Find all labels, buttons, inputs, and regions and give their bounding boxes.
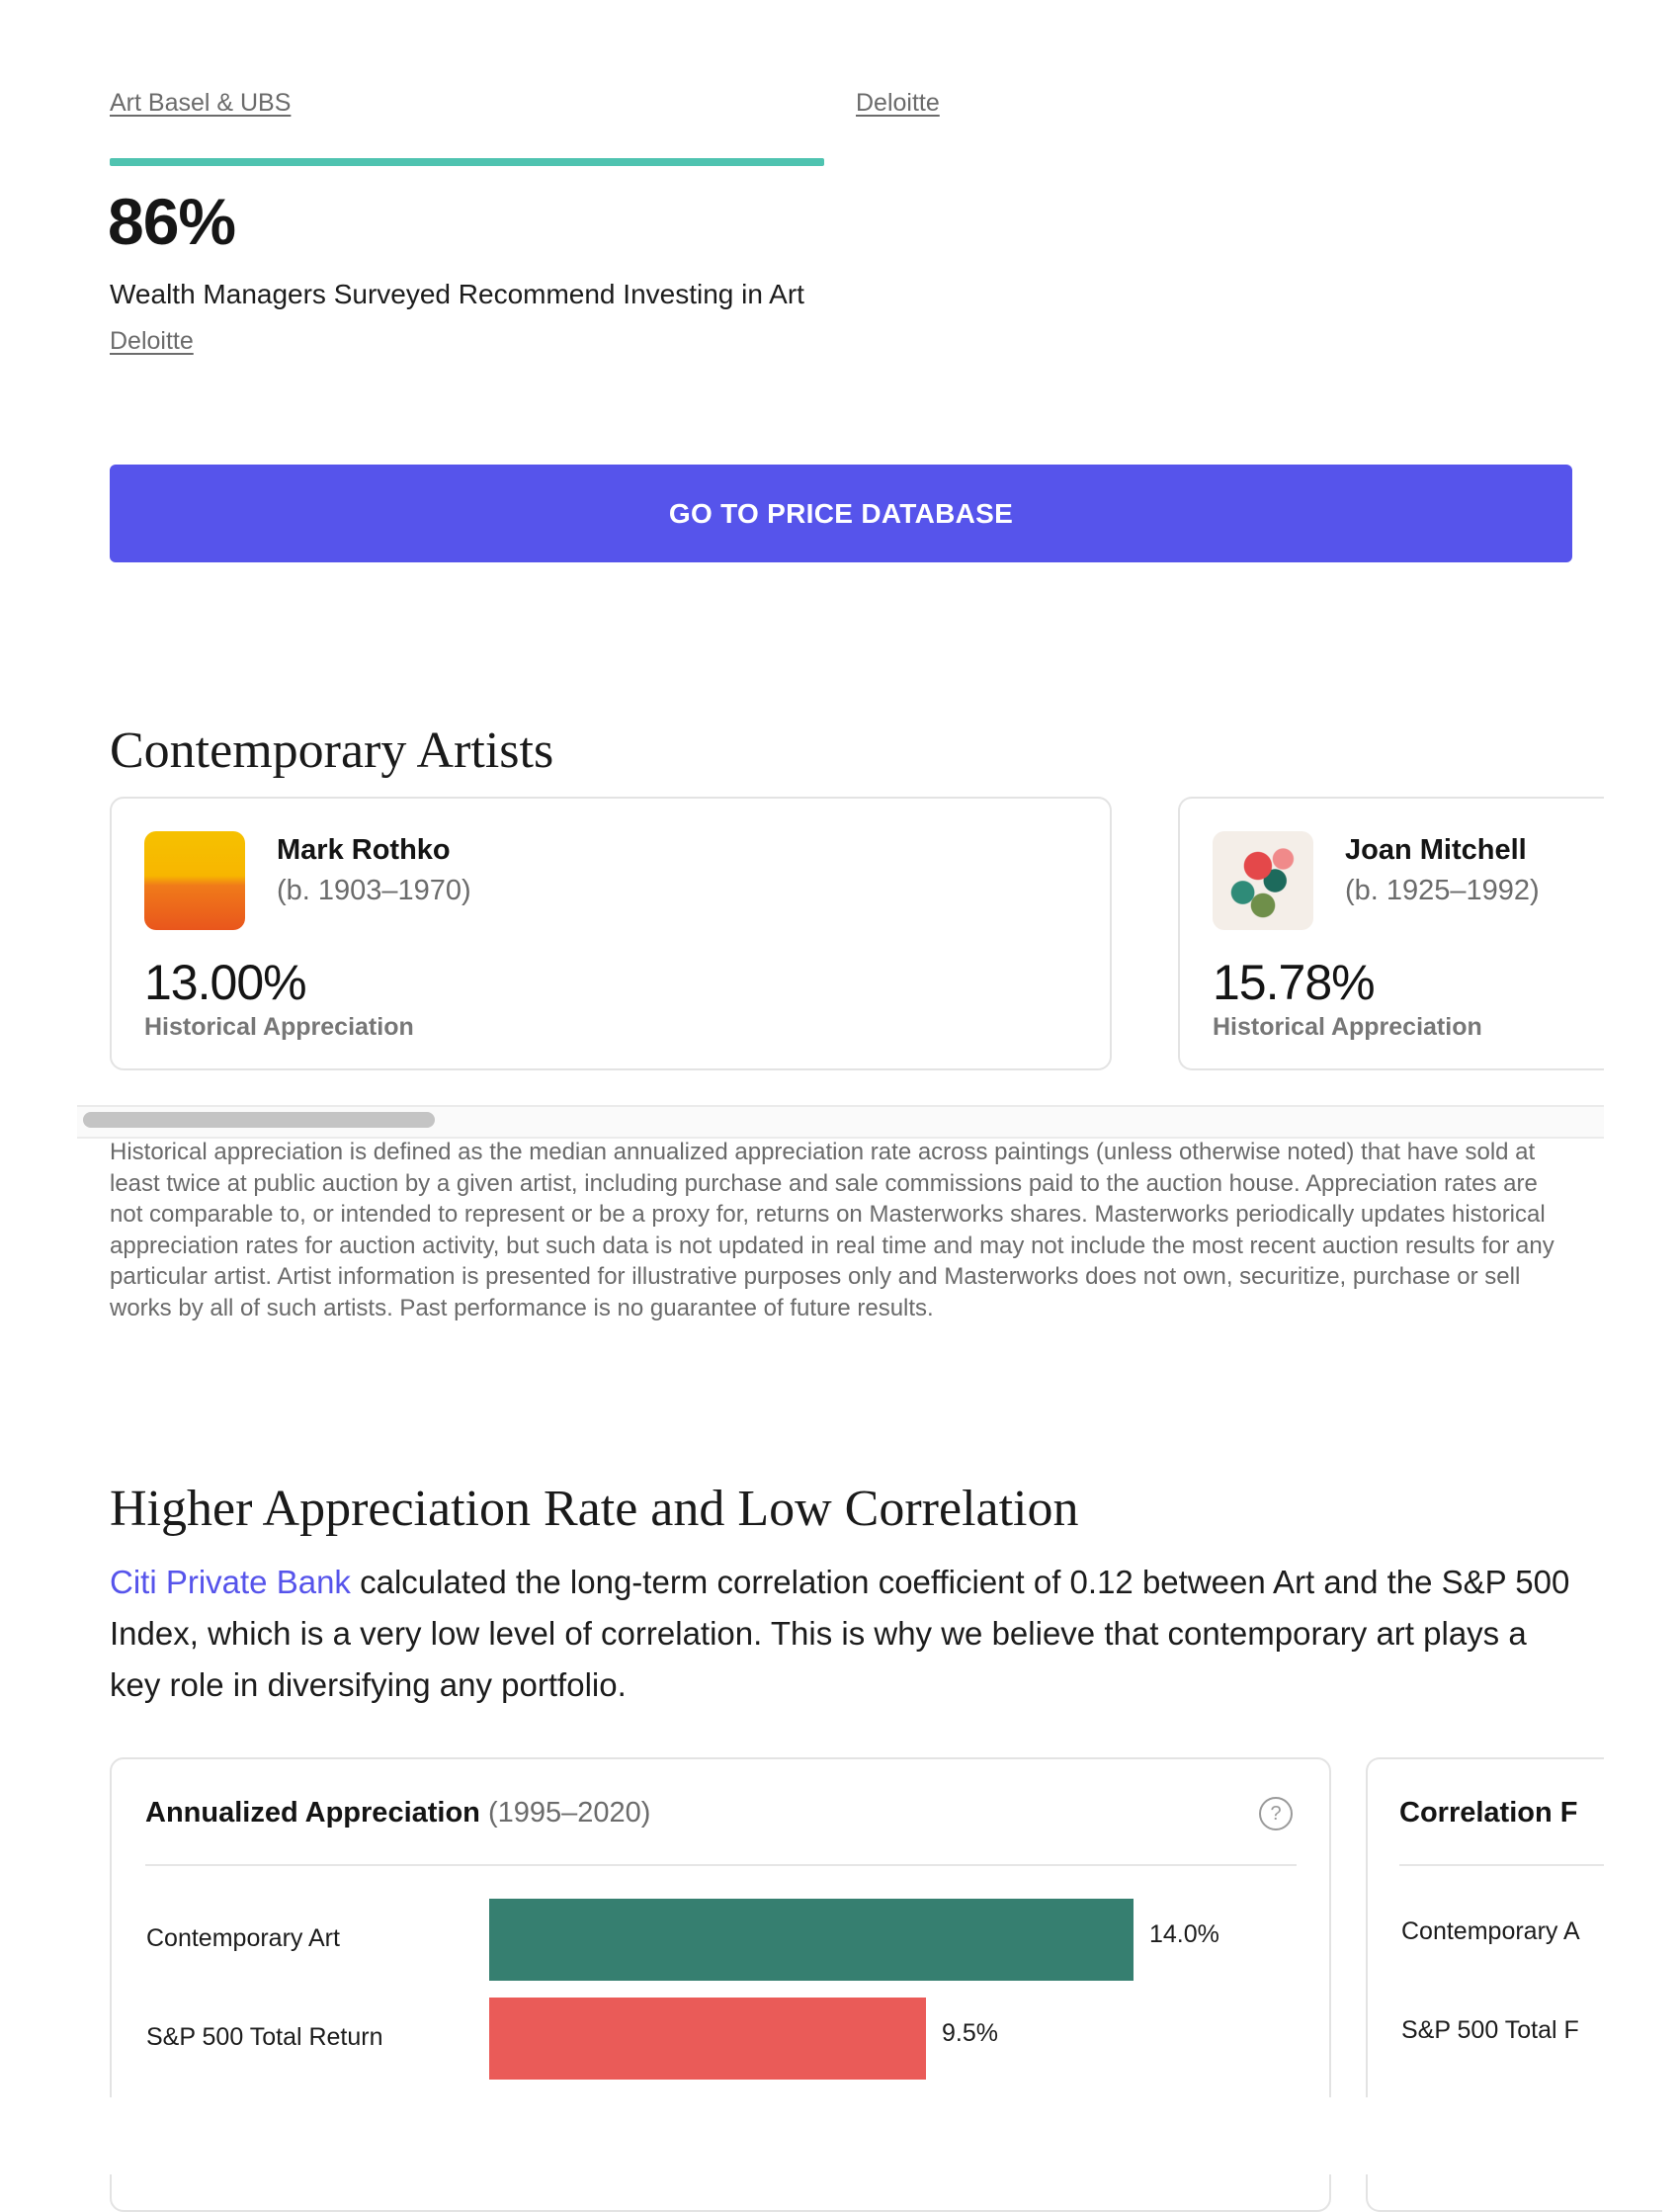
go-to-price-database-button[interactable]: GO TO PRICE DATABASE [110,465,1572,562]
deloitte-link[interactable]: Deloitte [856,89,940,117]
bar-category-label: S&P 500 Total Return [146,2023,383,2051]
bar-value-label: 9.5% [942,2019,998,2047]
historical-appreciation-label: Historical Appreciation [1213,1013,1482,1041]
scrollbar-thumb[interactable] [83,1112,435,1128]
chart-title [145,1797,650,1829]
rothko-painting-thumbnail [144,831,245,930]
mitchell-painting-thumbnail [1213,831,1313,930]
artist-name: Joan Mitchell [1345,834,1527,866]
artist-years: (b. 1903–1970) [277,875,471,906]
stat-source-link[interactable]: Deloitte [110,327,194,355]
question-mark-circle-icon[interactable]: ? [1259,1797,1293,1830]
chart-title-text: Annualized Appreciation [145,1797,480,1829]
stat-accent-rule [110,158,824,166]
artist-name: Mark Rothko [277,834,451,866]
artist-years: (b. 1925–1992) [1345,875,1540,906]
contemporary-artists-heading: Contemporary Artists [110,723,554,779]
bar-category-label: Contemporary Art [146,1924,340,1952]
row-label: S&P 500 Total F [1401,2016,1579,2044]
row-label: Contemporary A [1401,1917,1580,1945]
stat-value: 86% [108,185,236,258]
chart-title: Correlation F [1399,1797,1578,1829]
historical-appreciation-label: Historical Appreciation [144,1013,414,1041]
stat-label: Wealth Managers Surveyed Recommend Investing in Art [110,279,804,309]
bar-value-label: 14.0% [1149,1920,1219,1948]
correlation-paragraph [110,1557,1572,1711]
bar [489,1998,926,2080]
chart-subtitle: (1995–2020) [487,1797,651,1829]
right-crop-mask [1604,781,1680,2174]
appreciation-disclaimer: Historical appreciation is defined as the median annualized appreciation rate across paintings (unless otherwise noted) that have sold at least twice at public auction by a given artist, including purchase and sale commissions paid to the auction house. Appreciation rates are not comparable to, or intended to represent or be a proxy for, returns on Masterworks shares. Masterworks periodically updates historical appreciation rates for auction activity, but such data is not updated in real time and may not include the most recent auction results for any particular artist. Artist information is presented for illustrative purposes only and Masterworks does not own, securitize, purchase or sell works by all of such artists. Past performance is no guarantee of future results. [110,1139,1554,1321]
bottom-crop-mask [0,2097,1680,2174]
historical-appreciation-value: 15.78% [1213,955,1375,1010]
historical-appreciation-value: 13.00% [144,955,306,1010]
chart-divider [145,1864,1297,1866]
correlation-heading: Higher Appreciation Rate and Low Correlation [110,1481,1079,1537]
artists-scrollbar[interactable] [77,1105,1604,1139]
correlation-body-text: calculated the long-term correlation coefficient of 0.12 between Art and the S&P 500 Index, which is a very low level of correlation. This is why we believe that contemporary art plays a key role in diversifying any portfolio. [110,1564,1570,1703]
bar [489,1899,1134,1981]
citi-private-bank-link[interactable]: Citi Private Bank [110,1564,351,1600]
artist-card[interactable] [1178,797,1613,1070]
art-basel-ubs-link[interactable]: Art Basel & UBS [110,89,292,117]
artist-card[interactable] [110,797,1112,1070]
